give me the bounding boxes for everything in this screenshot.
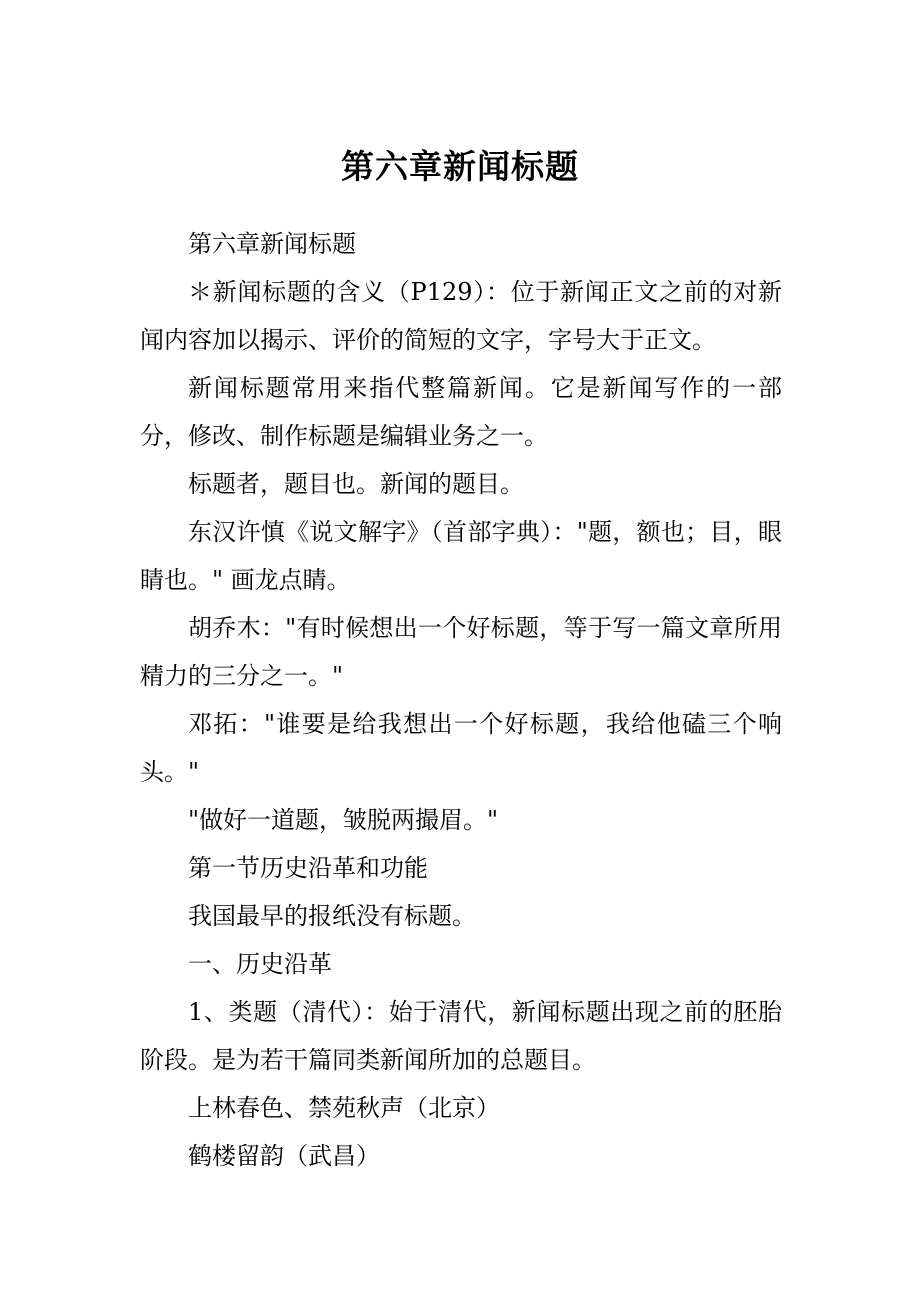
document-title: 第六章新闻标题 — [341, 147, 579, 186]
paragraph-usage: 新闻标题常用来指代整篇新闻。它是新闻写作的一部分，修改、制作标题是编辑业务之一。 — [140, 374, 782, 450]
paragraph-chapter-heading: 第六章新闻标题 — [188, 230, 356, 258]
paragraph-meaning: 标题者，题目也。新闻的题目。 — [188, 470, 524, 498]
paragraph-saying: "做好一道题，皱脱两撮眉。" — [188, 806, 499, 834]
paragraph-category-titles: 1、类题（清代）：始于清代，新闻标题出现之前的胚胎阶段。是为若干篇同类新闻所加的总题目。 — [140, 998, 782, 1074]
document-body — [140, 220, 782, 1180]
paragraph-earliest-papers: 我国最早的报纸没有标题。 — [188, 902, 476, 930]
paragraph-shuowen-quote: 东汉许慎《说文解字》（首部字典）："题，额也；目，眼睛也。" 画龙点睛。 — [140, 518, 782, 594]
paragraph-definition: ＊新闻标题的含义（P129）：位于新闻正文之前的对新闻内容加以揭示、评价的简短的文字，字号大于正文。 — [140, 278, 782, 354]
paragraph-example-beijing: 上林春色、禁苑秋声（北京） — [188, 1094, 500, 1122]
paragraph-deng-tuo-quote: 邓拓："谁要是给我想出一个好标题，我给他磕三个响头。" — [140, 710, 782, 786]
paragraph-example-wuchang: 鹤楼留韵（武昌） — [188, 1142, 380, 1170]
paragraph-subsection-heading: 一、历史沿革 — [188, 950, 332, 978]
paragraph-hu-qiaomu-quote: 胡乔木："有时候想出一个好标题，等于写一篇文章所用精力的三分之一。" — [140, 614, 782, 690]
paragraph-section-heading: 第一节历史沿革和功能 — [188, 854, 428, 882]
